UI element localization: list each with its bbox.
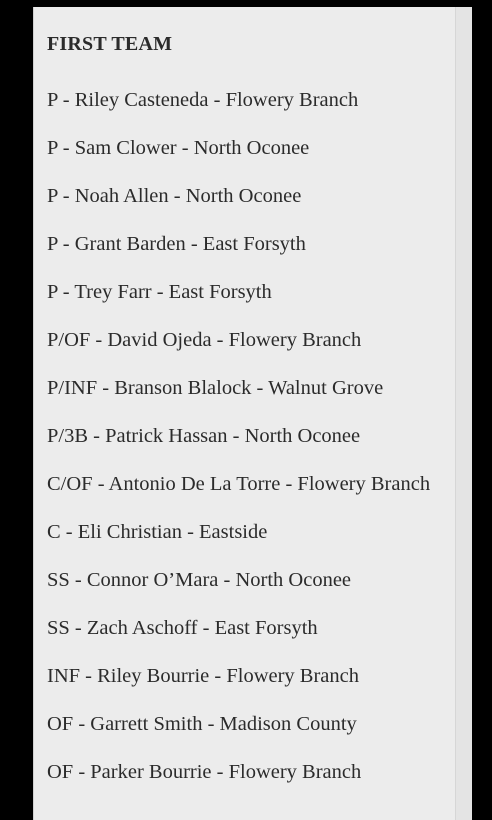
list-item: SS - Zach Aschoff - East Forsyth bbox=[47, 617, 318, 639]
list-item: SS - Connor O’Mara - North Oconee bbox=[47, 569, 352, 591]
list-item: P - Sam Clower - North Oconee bbox=[47, 137, 310, 159]
list-item: P/3B - Patrick Hassan - North Oconee bbox=[47, 425, 361, 447]
list-item: P - Grant Barden - East Forsyth bbox=[47, 233, 306, 255]
list-item: P - Trey Farr - East Forsyth bbox=[47, 281, 272, 303]
list-item: P/OF - David Ojeda - Flowery Branch bbox=[47, 329, 362, 351]
list-item: P - Riley Casteneda - Flowery Branch bbox=[47, 89, 359, 111]
player-list bbox=[47, 76, 452, 796]
list-item: P/INF - Branson Blalock - Walnut Grove bbox=[47, 377, 384, 399]
list-item: INF - Riley Bourrie - Flowery Branch bbox=[47, 665, 359, 687]
list-item: P - Noah Allen - North Oconee bbox=[47, 185, 302, 207]
scrollbar-track[interactable] bbox=[455, 7, 472, 820]
section-heading: FIRST TEAM bbox=[47, 33, 173, 55]
list-item: C - Eli Christian - Eastside bbox=[47, 521, 268, 543]
list-item: OF - Parker Bourrie - Flowery Branch bbox=[47, 761, 362, 783]
list-item: OF - Garrett Smith - Madison County bbox=[47, 713, 357, 735]
article-content bbox=[47, 28, 452, 796]
list-item: C/OF - Antonio De La Torre - Flowery Branch bbox=[47, 473, 431, 495]
